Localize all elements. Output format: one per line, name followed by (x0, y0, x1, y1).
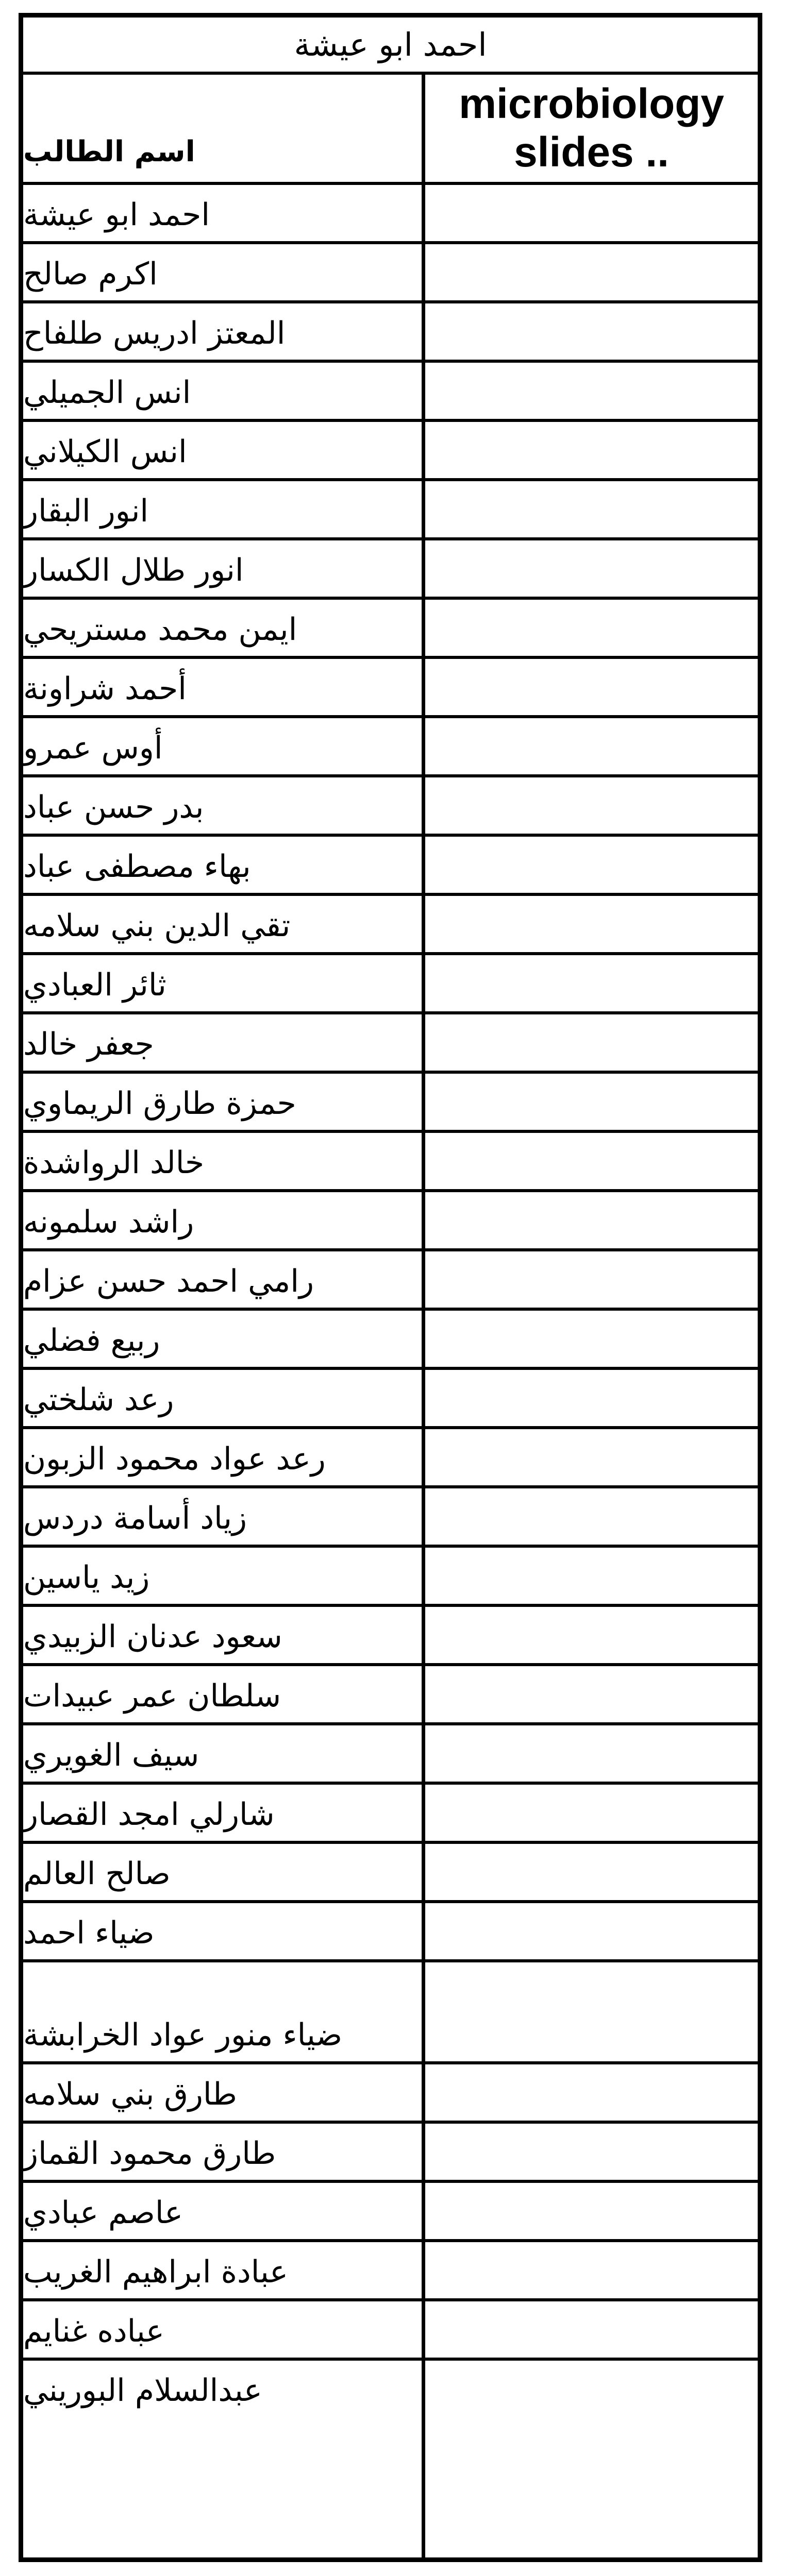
student-table (19, 13, 762, 2562)
slides-cell (425, 540, 758, 597)
slides-cell (425, 1133, 758, 1189)
student-name-cell: المعتز ادريس طلفاح (23, 315, 286, 351)
student-name-cell: حمزة طارق الريماوي (23, 1086, 296, 1122)
slides-cell (425, 185, 758, 241)
slides-cell (425, 1370, 758, 1426)
student-name-cell: ربيع فضلي (23, 1323, 160, 1359)
slides-cell (425, 1903, 758, 1959)
student-name-cell: انس الكيلاني (23, 434, 187, 470)
slides-cell (425, 1014, 758, 1071)
slides-cell (425, 837, 758, 893)
slides-cell (425, 1548, 758, 1604)
slides-cell (425, 1488, 758, 1545)
student-name-cell: شارلي امجد القصار (23, 1797, 275, 1833)
student-name-cell: ضياء منور عواد الخرابشة (23, 2017, 343, 2053)
header-microbiology-slides (425, 75, 758, 182)
slides-cell (425, 1725, 758, 1782)
table-title: احمد ابو عيشة (294, 26, 487, 63)
slides-cell (425, 1311, 758, 1367)
student-name-cell: بدر حسن عباد (23, 789, 204, 825)
slides-cell (425, 896, 758, 952)
student-name-cell: عبدالسلام البوريني (23, 2372, 262, 2409)
student-name-cell: رعد عواد محمود الزبون (23, 1441, 326, 1477)
slides-cell (425, 2064, 758, 2121)
student-name-cell: زيد ياسين (23, 1560, 150, 1596)
slides-cell (425, 718, 758, 774)
student-name-cell: اكرم صالح (23, 256, 158, 292)
student-name-cell: انور طلال الكسار (23, 552, 244, 588)
slides-cell (425, 1785, 758, 1841)
slides-cell (425, 2124, 758, 2180)
student-name-cell: رعد شلختي (23, 1382, 174, 1418)
header-student-name: اسم الطالب (23, 135, 195, 168)
student-name-cell: عباده غنايم (23, 2313, 164, 2349)
student-name-cell: أوس عمرو (23, 730, 163, 766)
slides-cell (425, 1666, 758, 1722)
student-name-cell: بهاء مصطفى عباد (23, 849, 251, 885)
student-name-cell: سلطان عمر عبيدات (23, 1678, 281, 1714)
slides-cell (425, 1074, 758, 1130)
student-name-cell: ثائر العبادي (23, 967, 166, 1003)
student-name-cell: تقي الدين بني سلامه (23, 908, 291, 944)
student-name-cell: سيف الغويري (23, 1737, 199, 1773)
slides-cell (425, 2361, 758, 2417)
slides-cell (425, 2242, 758, 2298)
student-name-cell: ايمن محمد مستريحي (23, 612, 297, 648)
slides-cell (425, 1962, 758, 2061)
slides-cell (425, 363, 758, 419)
student-name-cell: احمد ابو عيشة (23, 197, 210, 233)
table-grid (23, 18, 758, 2557)
student-name-cell: جعفر خالد (23, 1026, 154, 1062)
slides-cell (425, 1844, 758, 1900)
student-name-cell: زياد أسامة دردس (23, 1500, 247, 1536)
slides-cell (425, 1429, 758, 1485)
slides-cell (425, 1607, 758, 1663)
student-name-cell: انس الجميلي (23, 375, 191, 411)
slides-cell (425, 244, 758, 300)
slides-cell (425, 600, 758, 656)
slides-cell (425, 955, 758, 1011)
slides-cell (425, 659, 758, 715)
slides-cell (425, 777, 758, 834)
slides-cell (425, 422, 758, 478)
student-name-cell: انور البقار (23, 493, 149, 529)
student-name-cell: عاصم عبادي (23, 2195, 183, 2231)
slides-cell (425, 1192, 758, 1248)
header-slides-label: microbiology slides .. (459, 80, 724, 176)
student-name-cell: طارق محمود القماز (23, 2136, 276, 2172)
student-name-cell: صالح العالم (23, 1856, 171, 1892)
slides-cell (425, 2301, 758, 2358)
student-name-cell: سعود عدنان الزبيدي (23, 1619, 282, 1655)
column-divider (422, 75, 425, 2557)
student-name-cell: أحمد شراونة (23, 671, 187, 707)
student-name-cell: رامي احمد حسن عزام (23, 1263, 314, 1299)
slides-cell (425, 1251, 758, 1308)
student-name-cell: خالد الرواشدة (23, 1145, 205, 1181)
student-name-cell: عبادة ابراهيم الغريب (23, 2254, 288, 2290)
student-name-cell: راشد سلمونه (23, 1204, 194, 1240)
slides-cell (425, 481, 758, 537)
slides-cell (425, 303, 758, 360)
slides-cell (425, 2183, 758, 2239)
student-name-cell: طارق بني سلامه (23, 2076, 237, 2112)
student-name-cell: ضياء احمد (23, 1915, 155, 1951)
